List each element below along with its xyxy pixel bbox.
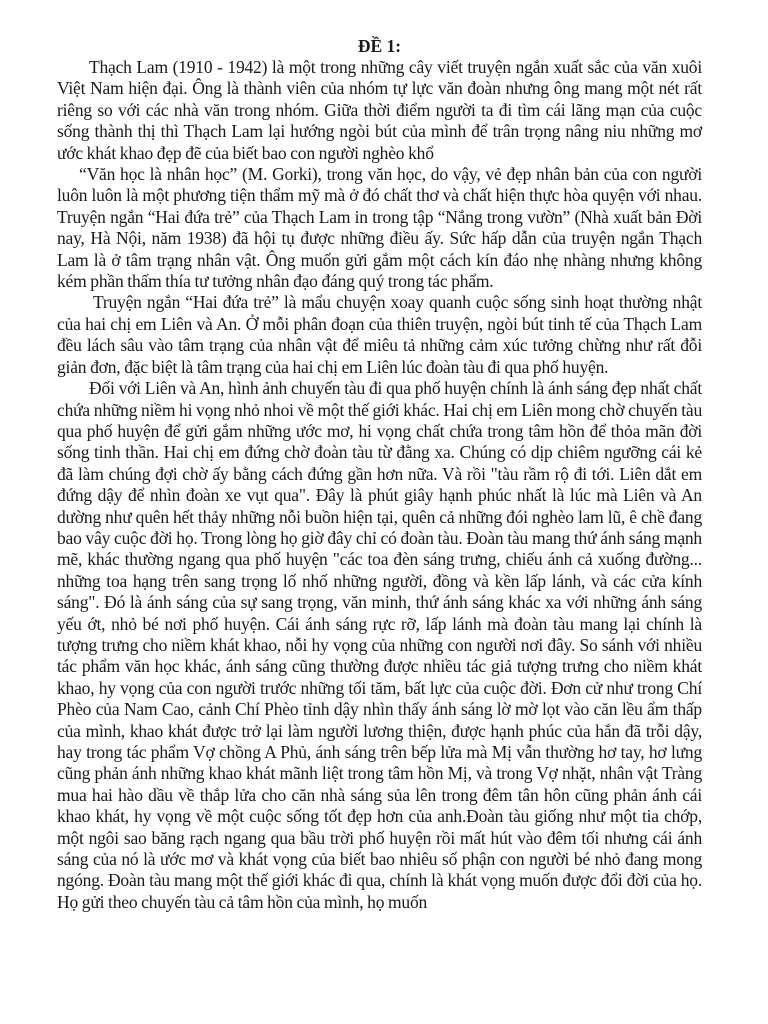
paragraph-gorki-quote: “Văn học là nhân học” (M. Gorki), trong văn học, do vậy, vẻ đẹp nhân bản của con người luôn luôn là một phương tiện thẩm mỹ mà ở đó chất thơ và chất hiện thực hòa quyện với nhau. Truyện ngắn “Hai đứa trẻ” của Thạch Lam in trong tập “Nắng trong vườn” (Nhà xuất bản Đời nay, Hà Nội, năm 1938) đã hội tụ được những điều ấy. Sức hấp dẫn của truyện ngắn Thạch Lam là ở tâm trạng nhân vật. Ông muốn gửi gắm một cách kín đáo nhẹ nhàng nhưng không kém phần thấm thía tư tưởng nhân đạo đáng quý trong tác phẩm. <box>57 164 702 292</box>
paragraph-train-analysis: Đối với Liên và An, hình ảnh chuyến tàu đi qua phố huyện chính là ánh sáng đẹp nhất chất chứa những niềm hi vọng nhỏ nhoi về một thế giới khác. Hai chị em Liên mong chờ chuyến tàu qua phố huyện để gửi gắm những ước mơ, hi vọng chất chứa trong tâm hồn để thỏa mãn đời sống tinh thần. Hai chị em đứng chờ đoàn tàu từ đằng xa. Chúng có dịp chiêm ngưỡng cái kẻ đã làm chúng đợi chờ ấy bằng cách đứng gần hơn nữa. Và rồi "tàu rầm rộ đi tới. Liên dắt em đứng dậy để nhìn đoàn xe vụt qua". Đây là phút giây hạnh phúc nhất là lúc mà Liên và An dường như quên hết thảy những nỗi buồn hiện tại, quên cả những đói nghèo lam lũ, ê chề đang bao vây cuộc đời họ. Trong lòng họ giờ đây chỉ có đoàn tàu. Đoàn tàu mang thứ ánh sáng mạnh mẽ, khác thường ngang qua phố huyện "các toa đèn sáng trưng, chiếu ánh cả xuống đường... những toa hạng trên sang trọng lố nhố những người, đồng và kền lấp lánh, và các cửa kính sáng". Đó là ánh sáng của sự sang trọng, văn minh, thứ ánh sáng khác xa với những ánh sáng yếu ớt, nhỏ bé nơi phố huyện. Cái ánh sáng rực rỡ, lấp lánh mà đoàn tàu mang lại chính là tượng trưng cho niềm khát khao, nỗi hy vọng của những con người nơi đây. So sánh với nhiều tác phẩm văn học khác, ánh sáng cũng thường được nhiều tác giả tượng trưng cho niềm khát khao, hy vọng của con người trước những tối tăm, bất lực của cuộc đời. Đơn cử như trong Chí Phèo của Nam Cao, cảnh Chí Phèo tỉnh dậy nhìn thấy ánh sáng lờ mờ lọt vào căn lều ẩm thấp của mình, khao khát được trở lại làm người lương thiện, được hạnh phúc của hắn đã trỗi dậy, hay trong tác phẩm Vợ chồng A Phủ, ánh sáng trên bếp lửa mà Mị vẫn thường hơ tay, hơ lưng cũng phản ánh những khao khát mãnh liệt trong tâm hồn Mị, và trong Vợ nhặt, nhân vật Tràng mua hai hào dầu về thắp lửa cho căn nhà sáng sủa lên trong đêm tân hôn cũng phản ánh cái khao khát, hy vọng về một cuộc sống tốt đẹp hơn của anh.Đoàn tàu giống như một tia chớp, một ngôi sao băng rạch ngang qua bầu trời phố huyện rồi mất hút vào đêm tối nhưng cái ánh sáng của nó là ước mơ và khát vọng của biết bao nhiêu số phận con người bé nhỏ đang mong ngóng. Đoàn tàu mang một thế giới khác đi qua, chính là khát vọng muốn được đổi đời của họ. Họ gửi theo chuyến tàu cả tâm hồn của mình, họ muốn <box>57 378 702 912</box>
document-title: ĐỀ 1: <box>357 36 402 56</box>
paragraph-intro: Thạch Lam (1910 - 1942) là một trong những cây viết truyện ngắn xuất sắc của văn xuôi Việt Nam hiện đại. Ông là thành viên của nhóm tự lực văn đoàn nhưng ông mang một nét rất riêng so với các nhà văn trong nhóm. Giữa thời điểm người ta đi tìm cái lãng mạn của cuộc sống thành thị thì Thạch Lam lại hướng ngòi bút của mình để trân trọng nâng niu những mơ ước khát khao đẹp đẽ của biết bao con người nghèo khổ <box>57 57 702 163</box>
paragraph-story-summary: Truyện ngắn “Hai đứa trẻ” là mẩu chuyện xoay quanh cuộc sống sinh hoạt thường nhật của hai chị em Liên và An. Ở mỗi phân đoạn của thiên truyện, ngòi bút tinh tế của Thạch Lam đều lách sâu vào tâm trạng của nhân vật để miêu tả những cảm xúc tưởng chừng như rất đỗi giản đơn, đặc biệt là tâm trạng của hai chị em Liên lúc đoàn tàu đi qua phố huyện. <box>57 292 702 377</box>
